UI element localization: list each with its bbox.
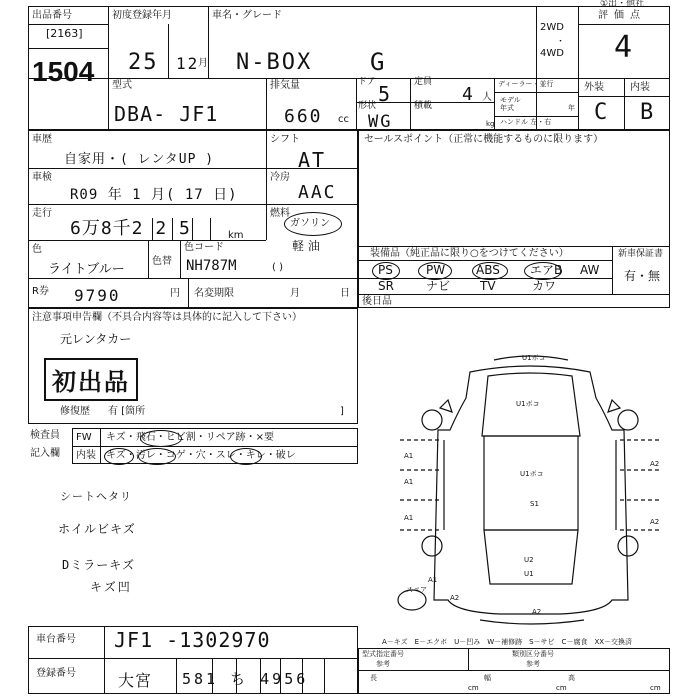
remark-line-1: シートヘタリ xyxy=(60,490,132,503)
rating-value: 4 xyxy=(614,30,635,65)
mark-front: U1ボコ xyxy=(522,354,546,362)
cc-unit: cc xyxy=(338,114,349,125)
interior-label: 内装 xyxy=(630,82,650,93)
repair-label: 修復歴 xyxy=(60,406,90,417)
displacement-label: 排気量 xyxy=(270,80,300,91)
equip-abs: ABS xyxy=(476,263,500,277)
shift-value: AT xyxy=(298,148,327,172)
reg-number: 581 ち 4956 xyxy=(182,670,309,688)
inspector-label-1: 検査員 xyxy=(30,430,60,441)
width-label: 幅 xyxy=(484,674,491,682)
mark-roof: U1ボコ xyxy=(520,470,544,478)
fuel-other: ( ) xyxy=(272,262,283,273)
cm-unit-3: cm xyxy=(650,684,661,692)
naiso-label: 内装 xyxy=(76,450,96,461)
capacity-label: 定員 xyxy=(414,77,433,87)
mark-left-front: A1 xyxy=(404,452,414,460)
reg-label: 登録番号 xyxy=(36,668,76,679)
shaken-label: 車検 xyxy=(32,172,52,183)
mark-hood: U1ボコ xyxy=(516,400,540,408)
cooler-value: AAC xyxy=(298,182,337,203)
history-value: 自家用・( レンタUP ) xyxy=(64,152,215,167)
ref-2: 参考 xyxy=(526,660,540,668)
grade: G xyxy=(370,48,387,76)
equip-navi: ナビ xyxy=(426,279,451,293)
model-value: DBA- JF1 xyxy=(114,102,219,126)
color-change-label: 色替 xyxy=(152,256,172,267)
mark-left-rear: A1 xyxy=(404,514,414,522)
equip-pw: PW xyxy=(426,263,446,277)
handle-label: ハンドル 左・右 xyxy=(500,118,552,126)
model-label: 型式 xyxy=(112,80,132,91)
mileage-value: 6万8千2 2 5 xyxy=(70,218,191,239)
drive-4wd: 4WD xyxy=(540,48,564,59)
first-reg-month: 12 xyxy=(176,54,200,73)
cooler-label: 冷房 xyxy=(270,172,290,183)
chassis-label: 車台番号 xyxy=(36,634,76,645)
fuel-diesel: 軽 油 xyxy=(292,239,320,253)
remark-line-4: キズ凹 xyxy=(90,580,132,594)
fuel-label: 燃料 xyxy=(270,208,290,219)
capacity-value: 4 xyxy=(462,84,475,105)
mark-spare: スペア xyxy=(406,586,427,594)
model-cert-label: 型式指定番号 xyxy=(362,650,404,658)
exterior-grade: C xyxy=(594,100,610,125)
displacement-value: 660 xyxy=(284,106,323,127)
selling-points-label: セールスポイント（正常に機能するものに限ります） xyxy=(364,134,604,145)
fuel-gasoline: ガソリン xyxy=(290,218,330,229)
car-name: N-BOX xyxy=(236,50,313,75)
model-year-unit: 年 xyxy=(568,104,575,112)
remark-line-2: ホイルビキズ xyxy=(58,522,136,536)
top-note: ①出・他社 xyxy=(600,0,645,9)
dealer-label: ディーラー・並行 xyxy=(498,80,554,88)
inspector-row1: キズ・飛石・ヒビ割・リペア跡・×要 xyxy=(106,432,274,443)
rating-label: 評価点 xyxy=(598,10,646,21)
load-label: 積載 xyxy=(414,101,433,111)
mark-rear-u2: U2 xyxy=(524,556,534,564)
first-listing-stamp-text: 初出品 xyxy=(52,369,130,396)
equipment-label: 装備品（純正品に限り○をつけてください） xyxy=(370,248,569,259)
meigi-day: 日 xyxy=(340,288,350,299)
mark-rear-u1: U1 xyxy=(524,570,534,578)
color-label: 色 xyxy=(32,244,42,255)
repair-close: ] xyxy=(340,406,344,417)
mark-left-mid: A1 xyxy=(404,478,414,486)
inspector-row2: キズ・汚レ・コゲ・穴・スレ・キレ・破レ xyxy=(106,450,296,461)
door-label: ドア xyxy=(358,77,376,87)
mark-right-mid: A2 xyxy=(650,518,660,526)
car-name-label: 車名・グレード xyxy=(212,10,282,21)
rear-items-label: 後日品 xyxy=(362,296,392,307)
shape-value: WG xyxy=(368,112,393,132)
mark-rear-left: A1 xyxy=(428,576,438,584)
meigi-month: 月 xyxy=(290,288,300,299)
capacity-unit: 人 xyxy=(482,92,492,103)
height-label: 高 xyxy=(568,674,575,682)
equip-aw: AW xyxy=(580,263,600,277)
mark-rear-bumper: A2 xyxy=(532,608,542,616)
recycle-yen: 円 xyxy=(170,288,180,299)
warranty-value: 有・無 xyxy=(624,269,661,283)
mark-s1: S1 xyxy=(530,500,539,508)
km-unit: km xyxy=(228,230,244,241)
history-label: 車歴 xyxy=(32,134,52,145)
first-reg-year: 25 xyxy=(128,50,159,75)
category-label: 類別区分番号 xyxy=(512,650,554,658)
equip-airbag: エアB xyxy=(530,263,563,277)
equip-tv: TV xyxy=(480,279,496,293)
first-reg-label: 初度登録年月 xyxy=(112,10,172,21)
mileage-label: 走行 xyxy=(32,208,52,219)
equip-sr: SR xyxy=(378,279,394,293)
cm-unit-1: cm xyxy=(468,684,479,692)
reg-place: 大宮 xyxy=(118,671,153,690)
shape-label: 形状 xyxy=(358,101,377,111)
mark-wheel-left: A2 xyxy=(450,594,460,602)
shift-label: シフト xyxy=(270,134,300,145)
shuppin-number: 1504 xyxy=(32,56,95,87)
equip-ps: PS xyxy=(378,263,393,277)
length-label: 長 xyxy=(370,674,377,682)
first-reg-month-unit: 月 xyxy=(198,58,208,69)
interior-grade: B xyxy=(640,100,656,125)
notes-line1: 元レンタカー xyxy=(60,332,132,346)
chassis-value: JF1 -1302970 xyxy=(114,628,271,652)
load-unit: kg xyxy=(486,120,495,128)
cm-unit-2: cm xyxy=(556,684,567,692)
shuppin-code: [2163] xyxy=(46,27,83,40)
shaken-value: R09 年 1 月( 17 日) xyxy=(70,187,238,203)
damage-legend: A－キズ E－エクボ U－凹み W－補修跡 S－サビ C－腐食 XX－交換済 xyxy=(382,638,633,646)
color-value: ライトブルー xyxy=(48,262,125,277)
remark-line-3: Dミラーキズ xyxy=(62,558,135,572)
door-value: 5 xyxy=(378,82,393,106)
color-code-value: NH787M xyxy=(186,258,237,274)
model-year-label: モデル年式 xyxy=(500,96,521,112)
mark-right-front: A2 xyxy=(650,460,660,468)
ref-1: 参考 xyxy=(376,660,390,668)
repair-value: 有 [箇所 xyxy=(108,406,146,417)
color-code-label: 色コード xyxy=(184,242,224,253)
recycle-value: 9790 xyxy=(74,286,121,305)
equip-leather: カワ xyxy=(532,279,557,293)
inspector-label-2: 記入欄 xyxy=(30,448,60,459)
recycle-label: R券 xyxy=(32,286,49,297)
warranty-label: 新車保証書 xyxy=(618,249,664,259)
fw-label: FW xyxy=(76,432,92,443)
notes-label: 注意事項申告欄（不具合内容等は具体的に記入して下さい） xyxy=(32,312,302,323)
exterior-label: 外装 xyxy=(584,82,604,93)
drive-2wd: 2WD xyxy=(540,22,564,33)
shuppin-label: 出品番号 xyxy=(32,10,72,21)
meigi-label: 名変期限 xyxy=(194,288,234,299)
